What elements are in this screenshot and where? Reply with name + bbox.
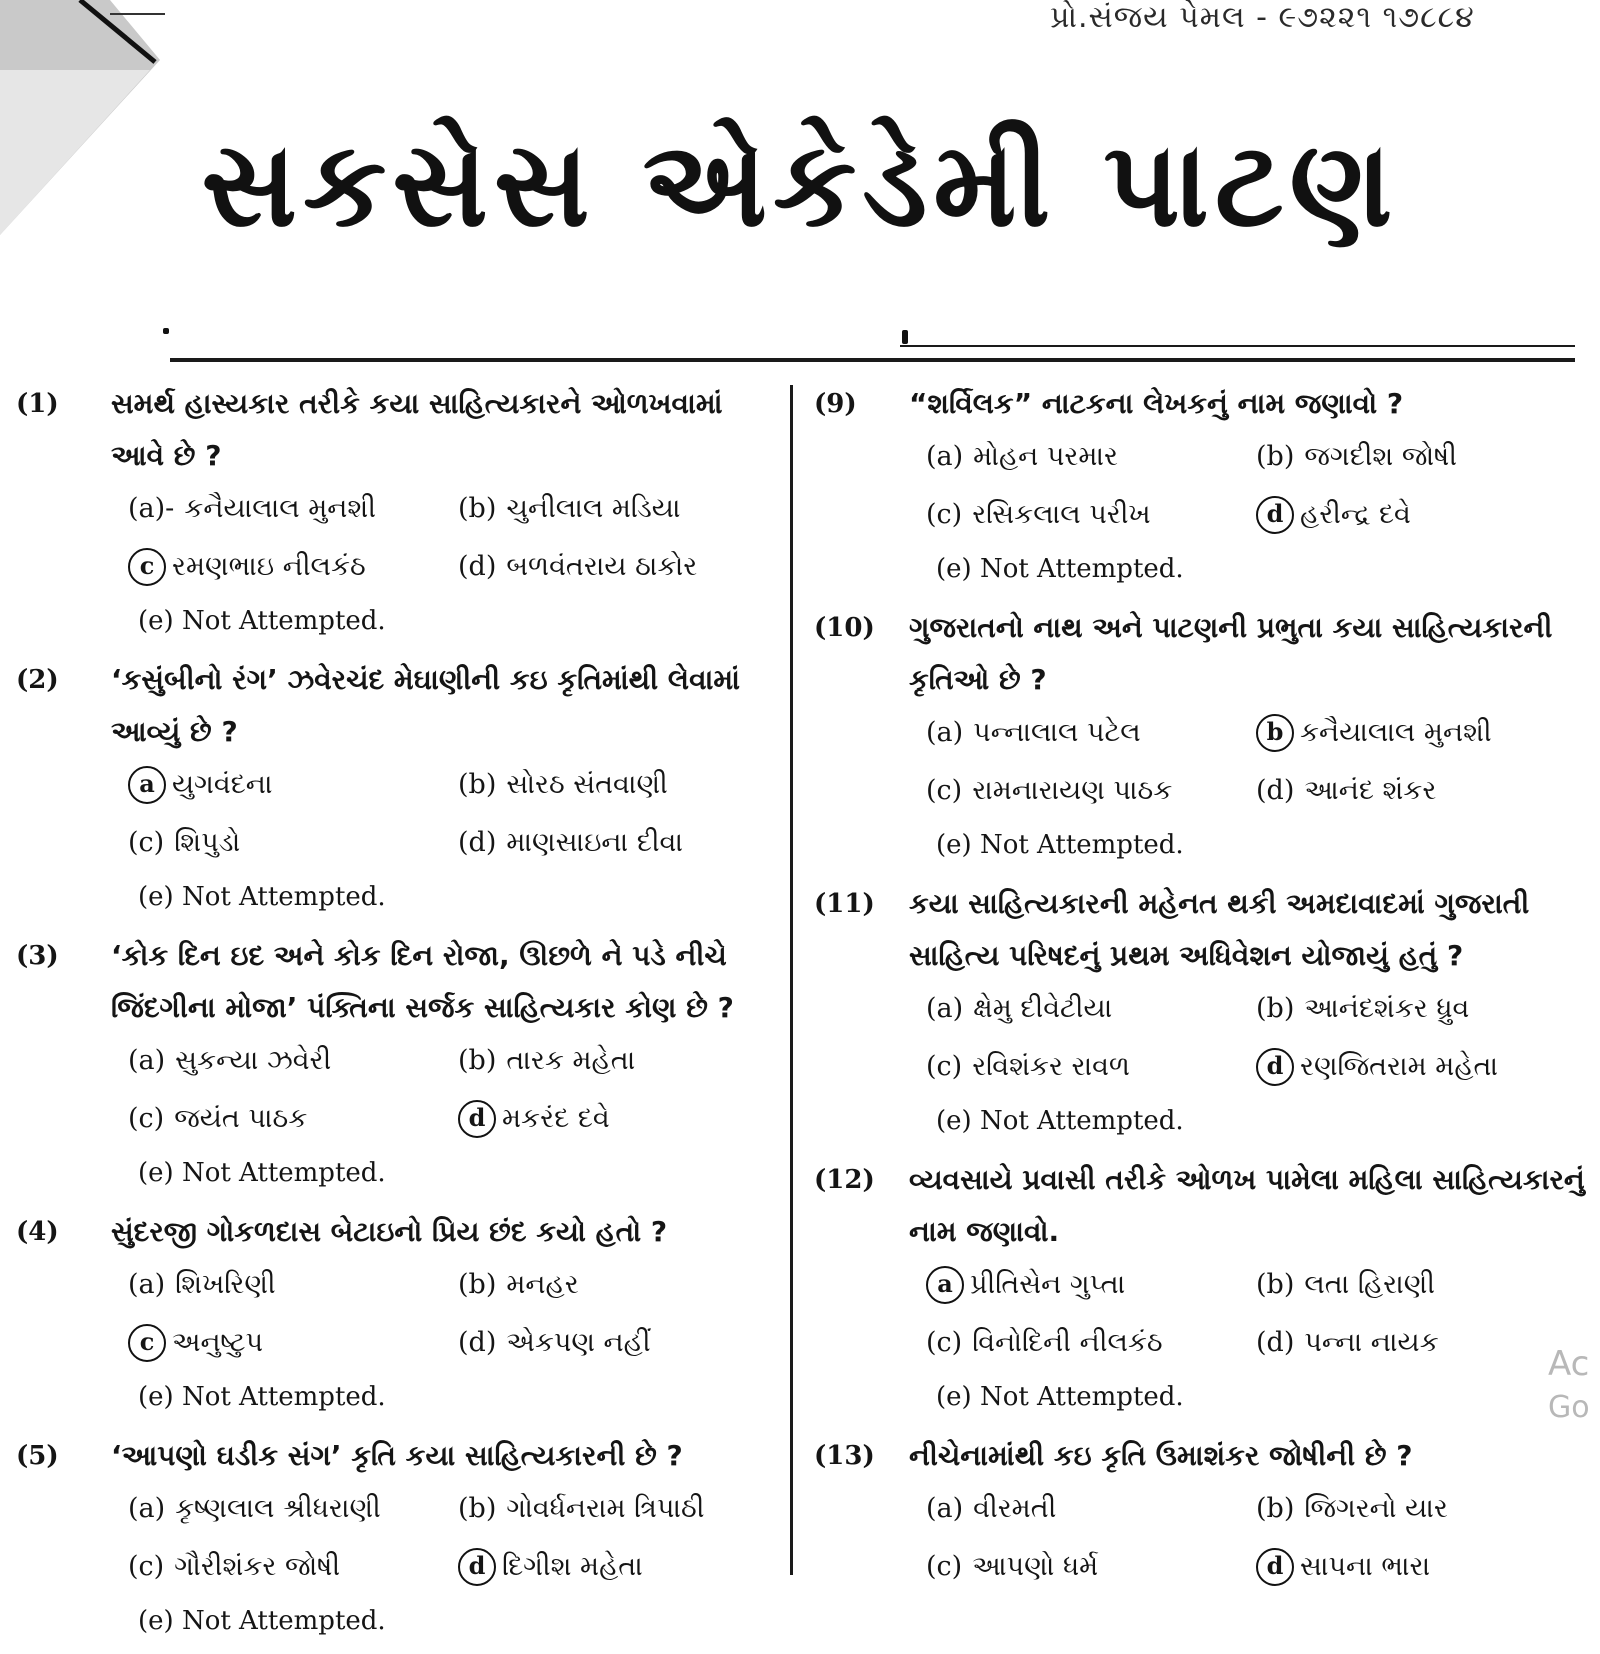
answer-option — [458, 758, 788, 812]
question-header — [10, 378, 780, 482]
options-grid — [808, 982, 1588, 1094]
options-grid — [808, 1258, 1588, 1370]
answer-option — [926, 982, 1256, 1036]
answer-option — [458, 1316, 788, 1370]
option-label: (b) — [458, 1493, 497, 1524]
not-attempted-option: (e) Not Attempted. — [138, 606, 386, 636]
left-column — [10, 378, 780, 1654]
option-text: રમણભાઇ નીલકંઠ — [172, 551, 366, 582]
option-text: જયંત પાઠક — [174, 1103, 308, 1134]
option-text: ક્ષેમુ દીવેટીયા — [973, 993, 1113, 1024]
question-text: વ્યવસાયે પ્રવાસી તરીકે ઓળખ પામેલા મહિલા સાહિત્યકારનું નામ જણાવો. — [909, 1163, 1585, 1248]
circled-answer-label: d — [458, 1100, 496, 1138]
option-label: (a) — [926, 441, 964, 472]
option-label: (c) — [128, 1103, 165, 1134]
question-header — [808, 378, 1588, 430]
question-text: સમર્થ હાસ્યકાર તરીકે કયા સાહિત્યકારને ઓળખવામાં આવે છે ? — [111, 387, 723, 472]
option-text: શિખરિણી — [175, 1269, 276, 1300]
option-label: (c) — [128, 1551, 165, 1582]
option-text: દિગીશ મહેતા — [502, 1551, 643, 1582]
question-number: (12) — [814, 1165, 875, 1195]
answer-option — [1256, 1040, 1586, 1094]
page-title: સકસેસ એકેડેમી પાટણ — [201, 115, 1399, 253]
answer-option — [458, 1092, 788, 1146]
answer-option — [1256, 982, 1586, 1036]
option-label: (c) — [926, 1051, 963, 1082]
option-label: (d) — [458, 827, 497, 858]
options-grid — [10, 1258, 780, 1370]
option-text: આનંદ શંકર — [1304, 775, 1437, 806]
option-text: પ્રીતિસેન ગુપ્તા — [970, 1269, 1126, 1300]
option-text: માણસાઇના દીવા — [506, 827, 683, 858]
question-item — [10, 378, 780, 648]
option-label: (c) — [926, 1551, 963, 1582]
answer-option — [128, 1092, 458, 1146]
option-text: મકરંદ દવે — [502, 1103, 610, 1134]
option-text: કનૈયાલાલ મુનશી — [1300, 717, 1492, 748]
option-text: શિપુડો — [174, 827, 241, 858]
question-number: (13) — [814, 1441, 875, 1471]
header-phone-number: પ્રો.સંજય પેમલ - ૯૭૨૨૧ ૧૭૮૮૪ — [1050, 0, 1475, 35]
option-text: મોહન પરમાર — [973, 441, 1118, 472]
question-text: કયા સાહિત્યકારની મહેનત થકી અમદાવાદમાં ગુજરાતી સાહિત્ય પરિષદનું પ્રથમ અધિવેશન યોજાયું હતું ? — [909, 887, 1530, 972]
option-text: અનુષ્ટુપ — [172, 1327, 264, 1358]
option-label: (d) — [458, 1327, 497, 1358]
answer-option — [458, 482, 788, 536]
option-label: (d) — [1256, 775, 1295, 806]
question-number: (5) — [16, 1441, 59, 1471]
question-item — [10, 1206, 780, 1424]
not-attempted-option: (e) Not Attempted. — [138, 882, 386, 912]
right-column — [808, 378, 1588, 1600]
option-text: રવિશંકર રાવળ — [972, 1051, 1130, 1082]
circled-answer-label: c — [128, 548, 166, 586]
answer-option — [926, 1540, 1256, 1594]
option-text: કૃષ્ણલાલ શ્રીધરાણી — [175, 1493, 381, 1524]
circled-answer-label: c — [128, 1324, 166, 1362]
option-label: (a) — [128, 1045, 166, 1076]
option-label: (a) — [926, 1493, 964, 1524]
option-text: રણજિતરામ મહેતા — [1300, 1051, 1499, 1082]
option-text: યુગવંદના — [172, 769, 273, 800]
option-label: (d) — [458, 551, 497, 582]
option-text: પન્નાલાલ પટેલ — [973, 717, 1141, 748]
ink-dot — [163, 328, 169, 334]
answer-option — [128, 1034, 458, 1088]
answer-option — [926, 488, 1256, 542]
option-label: (a) — [926, 717, 964, 748]
question-text: નીચેનામાંથી કઇ કૃતિ ઉમાશંકર જોષીની છે ? — [909, 1439, 1413, 1472]
answer-option — [1256, 1258, 1586, 1312]
options-grid — [10, 482, 780, 594]
answer-option — [128, 1258, 458, 1312]
watermark-line-2: Go — [1548, 1390, 1590, 1425]
answer-option — [1256, 1540, 1586, 1594]
question-text: ‘કોક દિન ઇદ અને કોક દિન રોજા, ઊછળે ને પડે નીચે જિંદગીના મોજા’ પંક્તિના સર્જક સાહિત્યકાર કોણ છે ? — [111, 939, 734, 1024]
question-text: સુંદરજી ગોકળદાસ બેટાઇનો પ્રિય છંદ કયો હતો ? — [111, 1215, 668, 1248]
question-header — [10, 654, 780, 758]
answer-option — [458, 1540, 788, 1594]
answer-option — [128, 1316, 458, 1370]
option-text: મનહર — [506, 1269, 579, 1300]
option-label: (b) — [1256, 993, 1295, 1024]
option-text: એકપણ નહીં — [506, 1327, 651, 1358]
question-item — [10, 654, 780, 924]
answer-option — [128, 1482, 458, 1536]
question-header — [808, 1154, 1588, 1258]
question-text: “શર્વિલક” નાટકના લેખકનું નામ જણાવો ? — [909, 387, 1404, 420]
option-text: હરીન્દ્ર દવે — [1300, 499, 1411, 530]
option-label: (a) — [128, 1269, 166, 1300]
column-divider — [790, 385, 793, 1575]
answer-option — [128, 816, 458, 870]
option-label: (c) — [128, 827, 165, 858]
option-label: (b) — [458, 769, 497, 800]
question-item — [10, 1430, 780, 1648]
not-attempted-option: (e) Not Attempted. — [138, 1158, 386, 1188]
question-item — [10, 930, 780, 1200]
not-attempted-option: (e) Not Attempted. — [936, 554, 1184, 584]
answer-option — [1256, 764, 1586, 818]
answer-option — [1256, 430, 1586, 484]
option-text: આનંદશંકર ધ્રુવ — [1304, 993, 1470, 1024]
option-text: સાપના ભારા — [1300, 1551, 1431, 1582]
option-text: રામનારાયણ પાઠક — [972, 775, 1173, 806]
option-label: (a) — [926, 993, 964, 1024]
option-text: આપણો ધર્મ — [972, 1551, 1099, 1582]
option-text: તારક મહેતા — [506, 1045, 636, 1076]
question-number: (2) — [16, 665, 59, 695]
question-item — [808, 1154, 1588, 1424]
option-text: લતા હિરાણી — [1304, 1269, 1436, 1300]
option-text: કનૈયાલાલ મુનશી — [184, 493, 376, 524]
option-label: (d) — [1256, 1327, 1295, 1358]
option-label: (b) — [458, 493, 497, 524]
answer-option — [1256, 488, 1586, 542]
option-text: ચુનીલાલ મડિયા — [506, 493, 681, 524]
question-header — [10, 1430, 780, 1482]
question-number: (1) — [16, 389, 59, 419]
option-text: પન્ના નાયક — [1304, 1327, 1439, 1358]
answer-option — [1256, 706, 1586, 760]
circled-answer-label: d — [1256, 1048, 1294, 1086]
options-grid — [10, 1482, 780, 1594]
ink-dot — [902, 330, 908, 344]
question-item — [808, 878, 1588, 1148]
option-label: (c) — [926, 499, 963, 530]
answer-option — [926, 430, 1256, 484]
options-grid — [808, 706, 1588, 818]
option-text: જિગરનો યાર — [1304, 1493, 1448, 1524]
answer-option — [1256, 1316, 1586, 1370]
option-text: ગોવર્ધનરામ ત્રિપાઠી — [506, 1493, 705, 1524]
circled-answer-label: d — [1256, 1548, 1294, 1586]
option-text: સુકન્યા ઝવેરી — [175, 1045, 332, 1076]
question-header — [808, 1430, 1588, 1482]
question-header — [10, 930, 780, 1034]
question-item — [808, 378, 1588, 596]
question-number: (3) — [16, 941, 59, 971]
answer-option — [458, 1482, 788, 1536]
answer-option — [926, 706, 1256, 760]
answer-option — [926, 1040, 1256, 1094]
header-rule — [170, 358, 1575, 362]
answer-option — [128, 482, 458, 536]
question-header — [808, 878, 1588, 982]
not-attempted-option: (e) Not Attempted. — [936, 1382, 1184, 1412]
option-text: ગૌરીશંકર જોષી — [174, 1551, 341, 1582]
option-text: બળવંતરાય ઠાકોર — [506, 551, 698, 582]
answer-option — [926, 764, 1256, 818]
question-number: (9) — [814, 389, 857, 419]
activation-watermark — [1548, 1342, 1590, 1430]
answer-option — [458, 816, 788, 870]
not-attempted-option: (e) Not Attempted. — [138, 1606, 386, 1636]
header-rule-upper — [900, 345, 1575, 347]
option-label: (a)- — [128, 493, 175, 524]
option-text: વિનોદિની નીલકંઠ — [972, 1327, 1163, 1358]
watermark-line-1: Ac — [1548, 1344, 1590, 1384]
option-label: (b) — [458, 1045, 497, 1076]
option-text: સોરઠ સંતવાણી — [506, 769, 668, 800]
question-number: (4) — [16, 1217, 59, 1247]
option-label: (b) — [1256, 441, 1295, 472]
question-text: ‘આપણો ઘડીક સંગ’ કૃતિ કયા સાહિત્યકારની છે ? — [111, 1439, 683, 1472]
answer-option — [926, 1482, 1256, 1536]
options-grid — [808, 430, 1588, 542]
not-attempted-option: (e) Not Attempted. — [936, 830, 1184, 860]
options-grid — [808, 1482, 1588, 1594]
answer-option — [128, 540, 458, 594]
option-label: (c) — [926, 775, 963, 806]
circled-answer-label: d — [1256, 496, 1294, 534]
option-label: (c) — [926, 1327, 963, 1358]
not-attempted-option: (e) Not Attempted. — [936, 1106, 1184, 1136]
options-grid — [10, 758, 780, 870]
not-attempted-option: (e) Not Attempted. — [138, 1382, 386, 1412]
options-grid — [10, 1034, 780, 1146]
question-number: (11) — [814, 889, 875, 919]
answer-option — [128, 758, 458, 812]
answer-option — [926, 1316, 1256, 1370]
answer-option — [128, 1540, 458, 1594]
question-text: ‘કસુંબીનો રંગ’ ઝવેરચંદ મેઘાણીની કઇ કૃતિમાંથી લેવામાં આવ્યું છે ? — [111, 663, 741, 748]
circled-answer-label: a — [128, 766, 166, 804]
question-header — [808, 602, 1588, 706]
answer-option — [1256, 1482, 1586, 1536]
option-text: રસિકલાલ પરીખ — [972, 499, 1151, 530]
question-item — [808, 1430, 1588, 1594]
circled-answer-label: b — [1256, 714, 1294, 752]
answer-option — [458, 540, 788, 594]
question-header — [10, 1206, 780, 1258]
option-label: (b) — [1256, 1493, 1295, 1524]
question-item — [808, 602, 1588, 872]
answer-option — [926, 1258, 1256, 1312]
answer-option — [458, 1258, 788, 1312]
option-label: (b) — [458, 1269, 497, 1300]
option-label: (b) — [1256, 1269, 1295, 1300]
question-number: (10) — [814, 613, 875, 643]
option-text: જગદીશ જોષી — [1304, 441, 1457, 472]
circled-answer-label: a — [926, 1266, 964, 1304]
option-label: (a) — [128, 1493, 166, 1524]
answer-option — [458, 1034, 788, 1088]
circled-answer-label: d — [458, 1548, 496, 1586]
option-text: વીરમતી — [973, 1493, 1057, 1524]
question-text: ગુજરાતનો નાથ અને પાટણની પ્રભુતા કયા સાહિત્યકારની કૃતિઓ છે ? — [909, 611, 1553, 696]
